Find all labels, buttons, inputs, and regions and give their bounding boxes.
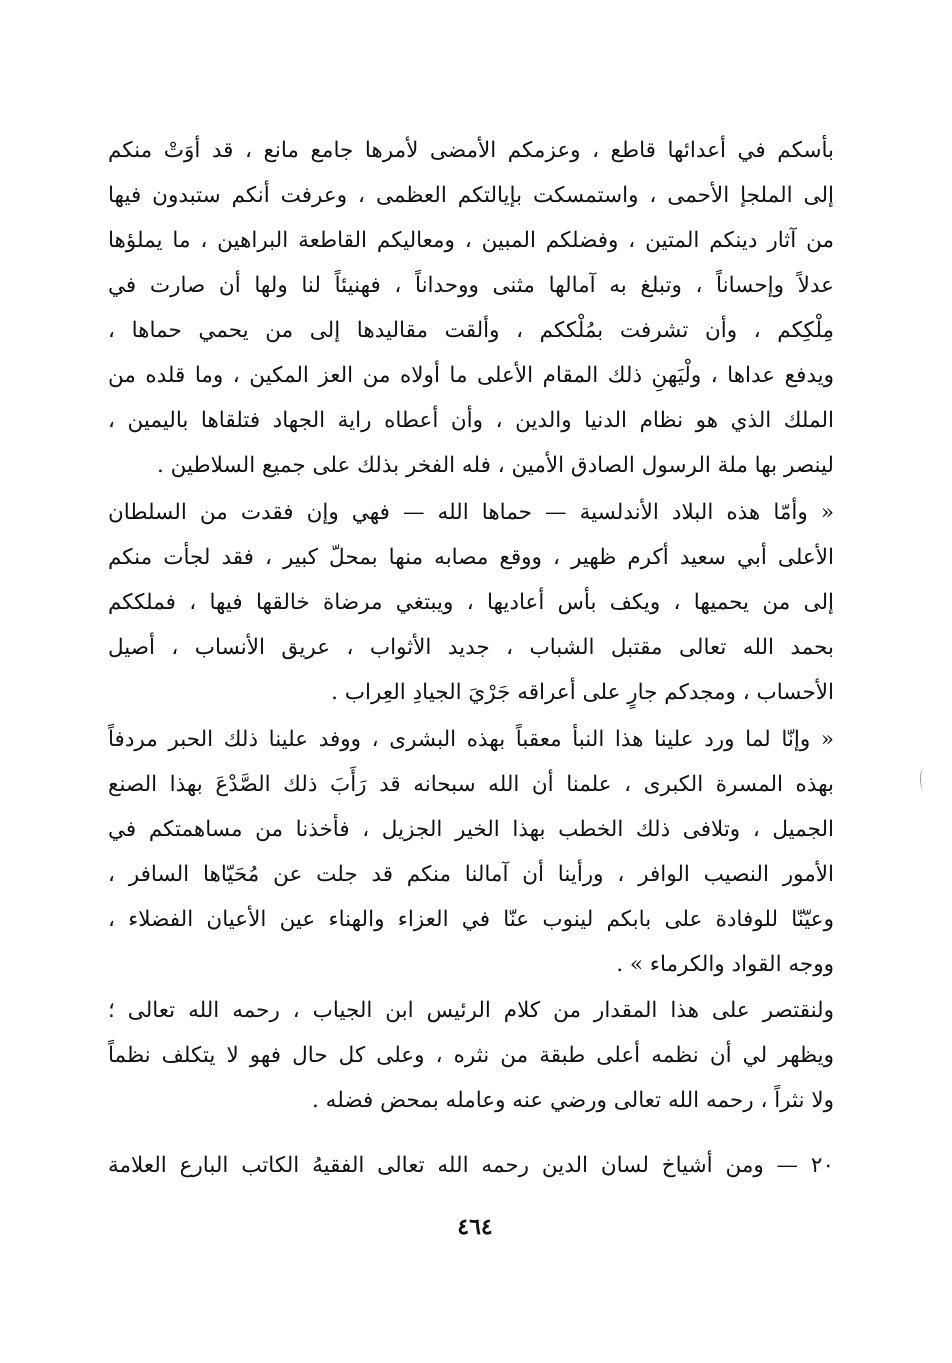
text-line: ولا نثراً ، رحمه الله تعالى ورضي عنه وعامله بمحض فضله . [312, 1088, 834, 1113]
text-line: الأعلى أبي سعيد أكرم ظهير ، ووقع مصابه منها بمحلّ كبير ، فقد لجأت منكم [108, 545, 834, 570]
text-line: « وأمّا هذه البلاد الأندلسية — حماها الله — فهي وإن فقدت من السلطان [108, 500, 834, 525]
text-line: « وإنّا لما ورد علينا هذا النبأ معقباً بهذه البشرى ، ووفد علينا ذلك الحبر مردفاً [108, 727, 834, 752]
paragraph [108, 128, 834, 488]
text-line: الأمور النصيب الوافر ، ورأينا أن آمالنا منكم قد جلت عن مُحَيّاها السافر ، [108, 862, 834, 887]
paragraph [108, 717, 834, 987]
text-line: ٢٠ — ومن أشياخ لسان الدين رحمه الله تعالى الفقيهُ الكاتب البارع العلامة [108, 1153, 834, 1178]
text-line: ويدفع عداها ، ولْيَهنِ ذلك المقام الأعلى ما أولاه من العز المكين ، وما قلده من [108, 363, 834, 388]
text-line: بأسكم في أعدائها قاطع ، وعزمكم الأمضى لأمرها جامع مانع ، قد أوَتْ منكم [108, 138, 834, 163]
text-line: وعيّنّا للوفادة على بابكم لينوب عنّا في العزاء والهناء عين الأعيان الفضلاء ، [108, 907, 834, 932]
text-line: الملك الذي هو نظام الدنيا والدين ، وأن أعطاه راية الجهاد فتلقاها باليمين ، [108, 408, 834, 433]
text-line: إلى الملجإ الأحمى ، واستمسكت بإيالتكم العظمى ، وعرفت أنكم ستبدون فيها [108, 183, 834, 208]
text-line: لينصر بها ملة الرسول الصادق الأمين ، فله الفخر بذلك على جميع السلاطين . [157, 453, 834, 478]
text-line: إلى من يحميها ، ويكف بأس أعاديها ، ويبتغي مرضاة خالقها فيها ، فملككم [108, 590, 834, 615]
text-line: الأحساب ، ومجدكم جارٍ على أعراقه جَرْيَ الجيادِ العِراب . [331, 680, 834, 705]
text-line: بحمد الله تعالى مقتبل الشباب ، جديد الأثواب ، عريق الأنساب ، أصيل [108, 635, 834, 660]
text-line: ووجه القواد والكرماء » . [616, 952, 834, 977]
paragraph [108, 1143, 834, 1188]
paragraph [108, 490, 834, 715]
page-number: ٤٦٤ [457, 1214, 493, 1240]
text-line: الجميل ، وتلافى ذلك الخطب بهذا الخير الجزيل ، فأخذنا من مساهمتكم في [108, 817, 834, 842]
text-line: عدلاً وإحساناً ، وتبلغ به آمالها مثنى ووحداناً ، فهنيئاً لنا ولها أن صارت في [108, 273, 834, 298]
margin-mark [920, 768, 927, 790]
text-line: مِلْكِكم ، وأن تشرفت بمُلْككم ، وألقت مقاليدها إلى من يحمي حماها ، [108, 318, 834, 343]
text-line: ولنقتصر على هذا المقدار من كلام الرئيس ابن الجياب ، رحمه الله تعالى ؛ [108, 998, 834, 1023]
paragraph [108, 988, 834, 1123]
text-line: ويظهر لي أن نظمه أعلى طبقة من نثره ، وعلى كل حال فهو لا يتكلف نظماً [108, 1043, 834, 1068]
text-line: من آثار دينكم المتين ، وفضلكم المبين ، ومعاليكم القاطعة البراهين ، ما يملؤها [108, 228, 834, 253]
text-line: بهذه المسرة الكبرى ، علمنا أن الله سبحانه قد رَأَبَ ذلك الصَّدْعَ بهذا الصنع [108, 772, 834, 797]
